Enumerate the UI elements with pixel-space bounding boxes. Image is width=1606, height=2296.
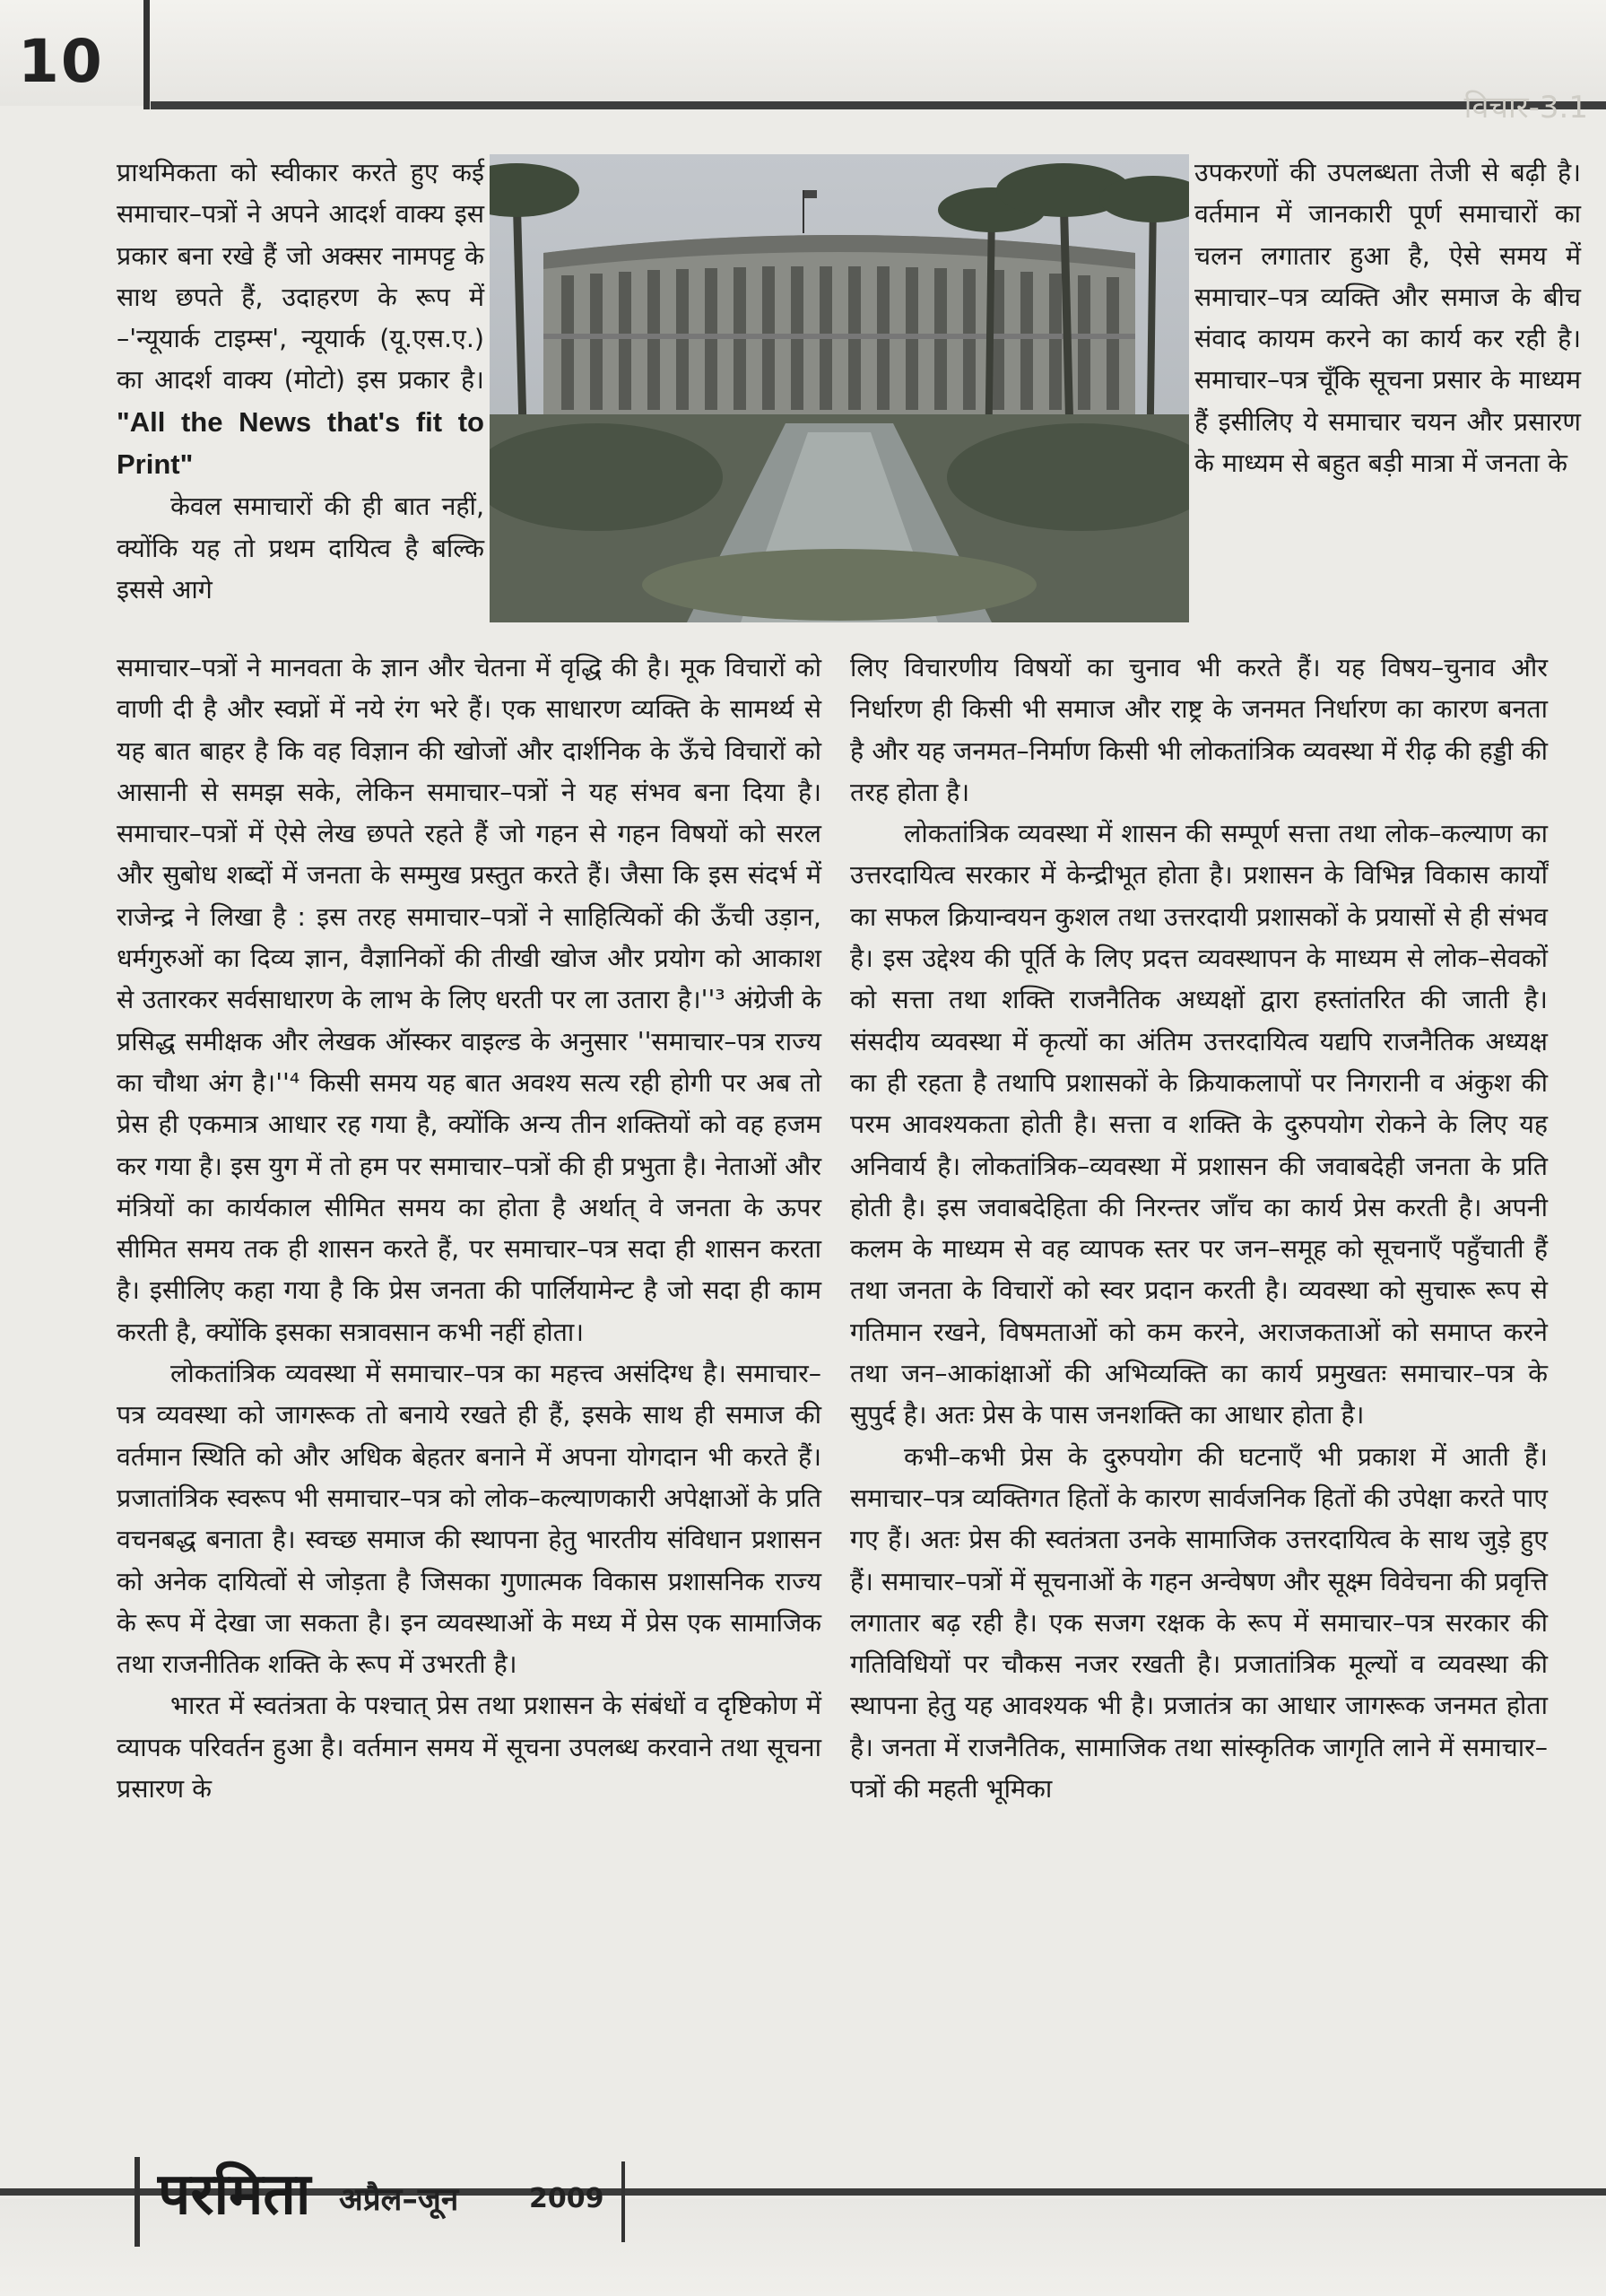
- article-paragraph: लोकतांत्रिक व्यवस्था में शासन की सम्पूर्ण सत्ता तथा लोक–कल्याण का उत्तरदायित्व सरकार में केन्द्रीभूत होता है। प्रशासन के विभिन्न विकास कार्यों का सफल क्रियान्वयन कुशल तथा उत्तरदायी प्रशासकों के प्रयासों से ही संभव है। इस उद्देश्य की पूर्ति के लिए प्रदत्त व्यवस्थापन के माध्यम से लोक–सेवकों को सत्ता तथा शक्ति राजनैतिक अध्यक्षों द्वारा हस्तांतरित की जाती है। संसदीय व्यवस्था में कृत्यों का अंतिम उत्तरदायित्व यद्यपि राजनैतिक अध्यक्ष का ही रहता है तथापि प्रशासकों के क्रियाकलापों पर निगरानी व अंकुश की परम आवश्यकता होती है। सत्ता व शक्ति के दुरुपयोग रोकने के लिए यह अनिवार्य है। लोकतांत्रिक–व्यवस्था में प्रशासन की जवाबदेही जनता के प्रति होती है। इस जवाबदेहिता की निरन्तर जाँच का कार्य प्रेस करती है। अपनी कलम के माध्यम से वह व्यापक स्तर पर जन–समूह को सूचनाएँ पहुँचाती हैं तथा जनता के विचारों को स्वर प्रदान करती है। व्यवस्था को सुचारू रूप से गतिमान रखने, विषमताओं को कम करने, अराजकताओं को समाप्त करने तथा जन–आकांक्षाओं की अभिव्यक्ति का कार्य प्रमुखतः समाचार–पत्र के सुपुर्द है। अतः प्रेस के पास जनशक्ति का आधार होता है।: [850, 819, 1548, 1431]
- magazine-title: परमिता: [158, 2161, 311, 2228]
- left-column: [117, 648, 821, 2163]
- article-paragraph: भारत में स्वतंत्रता के पश्चात् प्रेस तथा प्रशासन के संबंधों व दृष्टिकोण में व्यापक परिवर्तन हुआ है। वर्तमान समय में सूचना उपलब्ध करवाने तथा सूचना प्रसारण के: [117, 1691, 821, 1805]
- issue-year: 2009: [529, 2183, 604, 2214]
- article-paragraph: केवल समाचारों की ही बात नहीं, क्योंकि यह तो प्रथम दायित्व है बल्कि इससे आगे: [117, 491, 484, 604]
- bleed-through-text: विचार-3.1: [1463, 90, 1588, 126]
- page-number: 10: [18, 27, 104, 96]
- article-paragraph: लोकतांत्रिक व्यवस्था में समाचार–पत्र का महत्त्व असंदिग्ध है। समाचार–पत्र व्यवस्था को जागरूक तो बनाये रखते ही हैं, इसके साथ ही समाज की वर्तमान स्थिति को और अधिक बेहतर बनाने में अपना योगदान भी करते हैं। प्रजातांत्रिक स्वरूप भी समाचार–पत्र को लोक–कल्याणकारी अपेक्षाओं के प्रति वचनबद्ध बनाता है। स्वच्छ समाज की स्थापना हेतु भारतीय संविधान प्रशासन को अनेक दायित्वों से जोड़ता है जिसका गुणात्मक विकास प्रशासनिक राज्य के रूप में देखा जा सकता है। इन व्यवस्थाओं के मध्य में प्रेस एक सामाजिक तथा राजनीतिक शक्ति के रूप में उभरती है।: [117, 1359, 821, 1680]
- page-header: [0, 0, 1606, 106]
- article-paragraph: प्राथमिकता को स्वीकार करते हुए कई समाचार–पत्रों ने अपने आदर्श वाक्य इस प्रकार बना रखे हैं जो अक्सर नामपट्ट के साथ छपते हैं, उदाहरण के रूप में –'न्यूयार्क टाइम्स', न्यूयार्क (यू.एस.ए.) का आदर्श वाक्य (मोटो) इस प्रकार है। "All the News that's fit to Print": [117, 158, 484, 481]
- article-paragraph: उपकरणों की उपलब्धता तेजी से बढ़ी है। वर्तमान में जानकारी पूर्ण समाचारों का चलन लगातार हुआ है, ऐसे समय में समाचार–पत्र व्यक्ति और समाज के बीच संवाद कायम करने का कार्य कर रही है। समाचार–पत्र चूँकि सूचना प्रसार के माध्यम हैं इसीलिए ये समाचार चयन और प्रसारण के माध्यम से बहुत बड़ी मात्रा में जनता के: [1194, 158, 1581, 479]
- issue-label: अप्रैल–जून: [339, 2182, 459, 2218]
- header-divider: [143, 0, 150, 109]
- right-column: [850, 648, 1548, 2163]
- article-intro-left: [117, 152, 484, 646]
- motto-text: "All the News that's fit to Print": [117, 405, 484, 481]
- header-rule: [151, 101, 1606, 109]
- article-intro-right: [1194, 152, 1581, 646]
- article-paragraph: कभी–कभी प्रेस के दुरुपयोग की घटनाएँ भी प्रकाश में आती हैं। समाचार–पत्र व्यक्तिगत हितों के कारण सार्वजनिक हितों की उपेक्षा करते पाए गए हैं। अतः प्रेस की स्वतंत्रता उनके सामाजिक उत्तरदायित्व के साथ जुड़े हुए हैं। समाचार–पत्रों में सूचनाओं के गहन अन्वेषण और सूक्ष्म विवेचना की प्रवृत्ति लगातार बढ़ रही है। एक सजग रक्षक के रूप में समाचार–पत्र सरकार की गतिविधियों पर चौकस नजर रखती है। प्रजातांत्रिक मूल्यों व व्यवस्था की स्थापना हेतु यह आवश्यक भी है। प्रजातंत्र का आधार जागरूक जनमत होता है। जनता में राजनैतिक, सामाजिक तथा सांस्कृतिक जागृति लाने में समाचार–पत्रों की महती भूमिका: [850, 1441, 1548, 1805]
- article-paragraph: समाचार–पत्रों ने मानवता के ज्ञान और चेतना में वृद्धि की है। मूक विचारों को वाणी दी है और स्वप्नों में नये रंग भरे हैं। एक साधारण व्यक्ति के सामर्थ्य से यह बात बाहर है कि वह विज्ञान की खोजों और दार्शनिक के ऊँचे विचारों को आसानी से समझ सके, लेकिन समाचार–पत्रों ने यह संभव बना दिया है। समाचार–पत्रों में ऐसे लेख छपते रहते हैं जो गहन से गहन विषयों को सरल और सुबोध शब्दों में जनता के सम्मुख प्रस्तुत करते हैं। जैसा कि इस संदर्भ में राजेन्द्र ने लिखा है : इस तरह समाचार–पत्रों ने साहित्यिकों की ऊँची उड़ान, धर्मगुरुओं का दिव्य ज्ञान, वैज्ञानिकों की तीखी खोज और प्रयोग को आकाश से उतारकर सर्वसाधारण के लाभ के लिए धरती पर ला उतारा है।''³ अंग्रेजी के प्रसिद्ध समीक्षक और लेखक ऑस्कर वाइल्ड के अनुसार ''समाचार–पत्र राज्य का चौथा अंग है।''⁴ किसी समय यह बात अवश्य सत्य रही होगी पर अब तो प्रेस ही एकमात्र आधार रह गया है, क्योंकि अन्य तीन शक्तियों को वह हजम कर गया है। इस युग में तो हम पर समाचार–पत्रों की ही प्रभुता है। नेताओं और मंत्रियों का कार्यकाल सीमित समय का होता है अर्थात् वे जनता के ऊपर सीमित समय तक ही शासन करते हैं, पर समाचार–पत्र सदा ही शासन करता है। इसीलिए कहा गया है कि प्रेस जनता की पार्लियामेन्ट है जो सदा ही काम करती है, क्योंकि इसका सत्रावसान कभी नहीं होता।: [117, 653, 821, 1347]
- parliament-illustration: [490, 154, 1189, 622]
- article-paragraph: लिए विचारणीय विषयों का चुनाव भी करते हैं। यह विषय–चुनाव और निर्धारण ही किसी भी समाज और राष्ट्र के जनमत निर्धारण का कारण बनता है और यह जनमत–निर्माण किसी भी लोकतांत्रिक व्यवस्था में रीढ़ की हड्डी की तरह होता है।: [850, 653, 1549, 807]
- parliament-photo: [490, 154, 1189, 622]
- footer-divider-left: [135, 2157, 140, 2247]
- footer-divider-right: [621, 2161, 625, 2242]
